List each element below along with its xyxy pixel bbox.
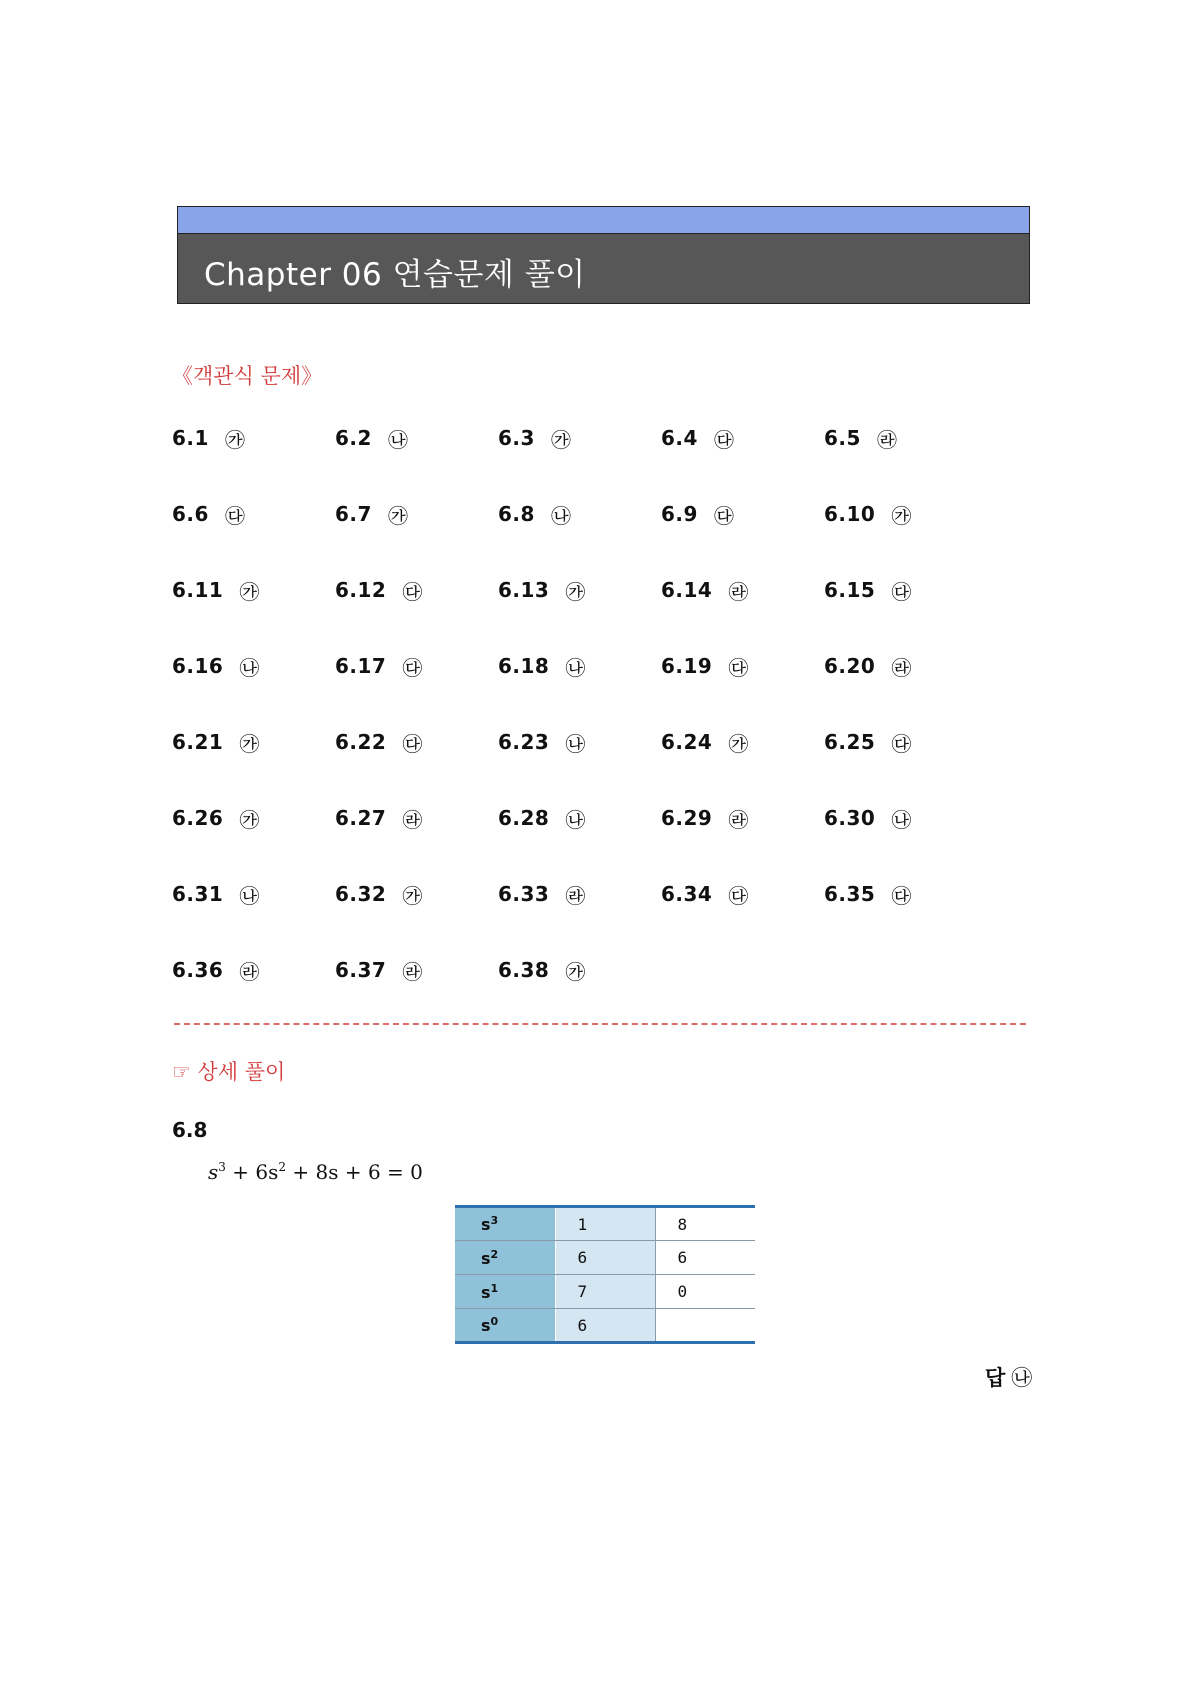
answer-item: [172, 418, 245, 458]
objective-heading: 《객관식 문제》: [172, 364, 323, 388]
answer-row: [172, 874, 1032, 950]
answer-number: 6.5: [824, 426, 861, 450]
answer-item: [172, 646, 259, 686]
chapter-title: Chapter 06 연습문제 풀이: [204, 257, 586, 293]
answer-item: [498, 722, 585, 762]
answer-choice: ㉯: [565, 807, 586, 832]
answer-choice: ㉮: [224, 427, 245, 452]
answer-choice: ㉱: [239, 959, 260, 984]
answer-item: [824, 874, 911, 914]
problem-label: 6.8: [172, 1118, 208, 1142]
answer-choice: ㉮: [239, 579, 260, 604]
answer-item: [172, 874, 259, 914]
answer-item: [498, 418, 571, 458]
answer-item: [824, 722, 911, 762]
answer-number: 6.10: [824, 502, 876, 526]
answer-number: 6.35: [824, 882, 876, 906]
chapter-header-stripe: [178, 207, 1029, 234]
answer-choice: ㉱: [402, 959, 423, 984]
answer-choice: ㉱: [728, 807, 749, 832]
answer-number: 6.37: [335, 958, 387, 982]
answer-choice: ㉰: [402, 731, 423, 756]
answer-item: [661, 494, 734, 534]
answer-item: [498, 494, 571, 534]
answer-item: [824, 646, 911, 686]
routh-cell: 6: [555, 1309, 655, 1343]
answer-choice: ㉯: [891, 807, 912, 832]
equation-term: + 8s + 6 = 0: [286, 1160, 423, 1184]
answer-choice: ㉱: [402, 807, 423, 832]
answer-grid: [172, 418, 1032, 1026]
routh-table: [455, 1205, 755, 1344]
answer-number: 6.25: [824, 730, 876, 754]
answer-number: 6.9: [661, 502, 698, 526]
answer-item: [172, 570, 259, 610]
answer-number: 6.4: [661, 426, 698, 450]
answer-choice: ㉯: [565, 655, 586, 680]
answer-number: 6.26: [172, 806, 224, 830]
answer-choice: ㉯: [550, 503, 571, 528]
answer-item: [661, 874, 748, 914]
characteristic-equation: [208, 1160, 423, 1184]
answer-number: 6.28: [498, 806, 550, 830]
answer-number: 6.21: [172, 730, 224, 754]
answer-choice: ㉮: [239, 807, 260, 832]
answer-choice: ㉯: [565, 731, 586, 756]
answer-item: [661, 646, 748, 686]
answer-choice: ㉱: [876, 427, 897, 452]
answer-item: [661, 722, 748, 762]
detail-heading: ☞ 상세 풀이: [172, 1060, 286, 1084]
answer-choice: ㉰: [402, 579, 423, 604]
answer-number: 6.19: [661, 654, 713, 678]
answer-number: 6.33: [498, 882, 550, 906]
answer-choice: ㉰: [728, 883, 749, 908]
answer-item: [498, 950, 585, 990]
answer-number: 6.18: [498, 654, 550, 678]
answer-item: [172, 722, 259, 762]
answer-choice: ㉱: [565, 883, 586, 908]
answer-row: [172, 570, 1032, 646]
answer-number: 6.29: [661, 806, 713, 830]
final-answer: [985, 1362, 1032, 1392]
answer-choice: ㉱: [891, 655, 912, 680]
answer-item: [824, 494, 911, 534]
answer-number: 6.22: [335, 730, 387, 754]
answer-choice: ㉮: [387, 503, 408, 528]
answer-number: 6.6: [172, 502, 209, 526]
answer-number: 6.12: [335, 578, 387, 602]
routh-row-head: $s^1$: [455, 1275, 555, 1309]
routh-cell: 1: [555, 1207, 655, 1241]
routh-cell: [655, 1309, 755, 1343]
routh-row-head: $s^3$: [455, 1207, 555, 1241]
answer-item: [172, 950, 259, 990]
routh-cell: 7: [555, 1275, 655, 1309]
answer-number: 6.13: [498, 578, 550, 602]
answer-number: 6.17: [335, 654, 387, 678]
answer-row: [172, 722, 1032, 798]
answer-number: 6.1: [172, 426, 209, 450]
answer-item: [661, 570, 748, 610]
answer-item: [335, 950, 422, 990]
answer-number: 6.30: [824, 806, 876, 830]
routh-cell: 8: [655, 1207, 755, 1241]
answer-item: [172, 798, 259, 838]
answer-number: 6.20: [824, 654, 876, 678]
answer-choice: ㉮: [565, 959, 586, 984]
final-answer-label: 답: [985, 1366, 1006, 1390]
equation-exponent: 3: [218, 1160, 226, 1174]
answer-choice: ㉯: [239, 883, 260, 908]
equation-exponent: 2: [278, 1160, 287, 1174]
table-row: [455, 1241, 755, 1275]
routh-cell: 0: [655, 1275, 755, 1309]
final-answer-symbol: ㉯: [1011, 1366, 1033, 1390]
answer-item: [824, 570, 911, 610]
answer-item: [335, 646, 422, 686]
answer-choice: ㉰: [713, 503, 734, 528]
equation-term: s: [208, 1160, 219, 1184]
answer-choice: ㉯: [387, 427, 408, 452]
answer-item: [172, 494, 245, 534]
answer-choice: ㉰: [224, 503, 245, 528]
answer-row: [172, 950, 1032, 1026]
answer-number: 6.31: [172, 882, 224, 906]
answer-number: 6.27: [335, 806, 387, 830]
answer-number: 6.2: [335, 426, 372, 450]
answer-row: [172, 798, 1032, 874]
answer-choice: ㉮: [565, 579, 586, 604]
answer-number: 6.36: [172, 958, 224, 982]
answer-item: [335, 798, 422, 838]
routh-row-head: $s^0$: [455, 1309, 555, 1343]
answer-number: 6.7: [335, 502, 372, 526]
answer-number: 6.16: [172, 654, 224, 678]
answer-choice: ㉮: [402, 883, 423, 908]
answer-choice: ㉰: [713, 427, 734, 452]
answer-choice: ㉰: [891, 731, 912, 756]
answer-choice: ㉮: [728, 731, 749, 756]
answer-choice: ㉰: [891, 883, 912, 908]
chapter-header: [177, 206, 1030, 304]
answer-number: 6.38: [498, 958, 550, 982]
answer-item: [824, 798, 911, 838]
answer-number: 6.15: [824, 578, 876, 602]
answer-row: [172, 418, 1032, 494]
answer-choice: ㉰: [402, 655, 423, 680]
routh-cell: 6: [655, 1241, 755, 1275]
answer-item: [335, 570, 422, 610]
answer-choice: ㉱: [728, 579, 749, 604]
routh-cell: 6: [555, 1241, 655, 1275]
answer-number: 6.14: [661, 578, 713, 602]
answer-item: [824, 418, 897, 458]
answer-number: 6.11: [172, 578, 224, 602]
table-row: [455, 1207, 755, 1241]
routh-row-head: $s^2$: [455, 1241, 555, 1275]
answer-number: 6.32: [335, 882, 387, 906]
answer-number: 6.3: [498, 426, 535, 450]
answer-choice: ㉮: [239, 731, 260, 756]
answer-item: [498, 646, 585, 686]
answer-item: [498, 874, 585, 914]
answer-choice: ㉰: [891, 579, 912, 604]
answer-number: 6.34: [661, 882, 713, 906]
table-row: [455, 1275, 755, 1309]
answer-item: [661, 418, 734, 458]
table-row: [455, 1309, 755, 1343]
answer-row: [172, 494, 1032, 570]
answer-choice: ㉮: [550, 427, 571, 452]
answer-item: [498, 570, 585, 610]
answer-number: 6.23: [498, 730, 550, 754]
section-divider: [174, 1023, 1026, 1025]
equation-term: + 6s: [225, 1160, 279, 1184]
answer-row: [172, 646, 1032, 722]
answer-item: [498, 798, 585, 838]
answer-choice: ㉮: [891, 503, 912, 528]
answer-choice: ㉰: [728, 655, 749, 680]
answer-choice: ㉯: [239, 655, 260, 680]
answer-item: [335, 722, 422, 762]
answer-number: 6.8: [498, 502, 535, 526]
answer-item: [335, 874, 422, 914]
answer-number: 6.24: [661, 730, 713, 754]
answer-item: [661, 798, 748, 838]
answer-item: [335, 494, 408, 534]
answer-item: [335, 418, 408, 458]
